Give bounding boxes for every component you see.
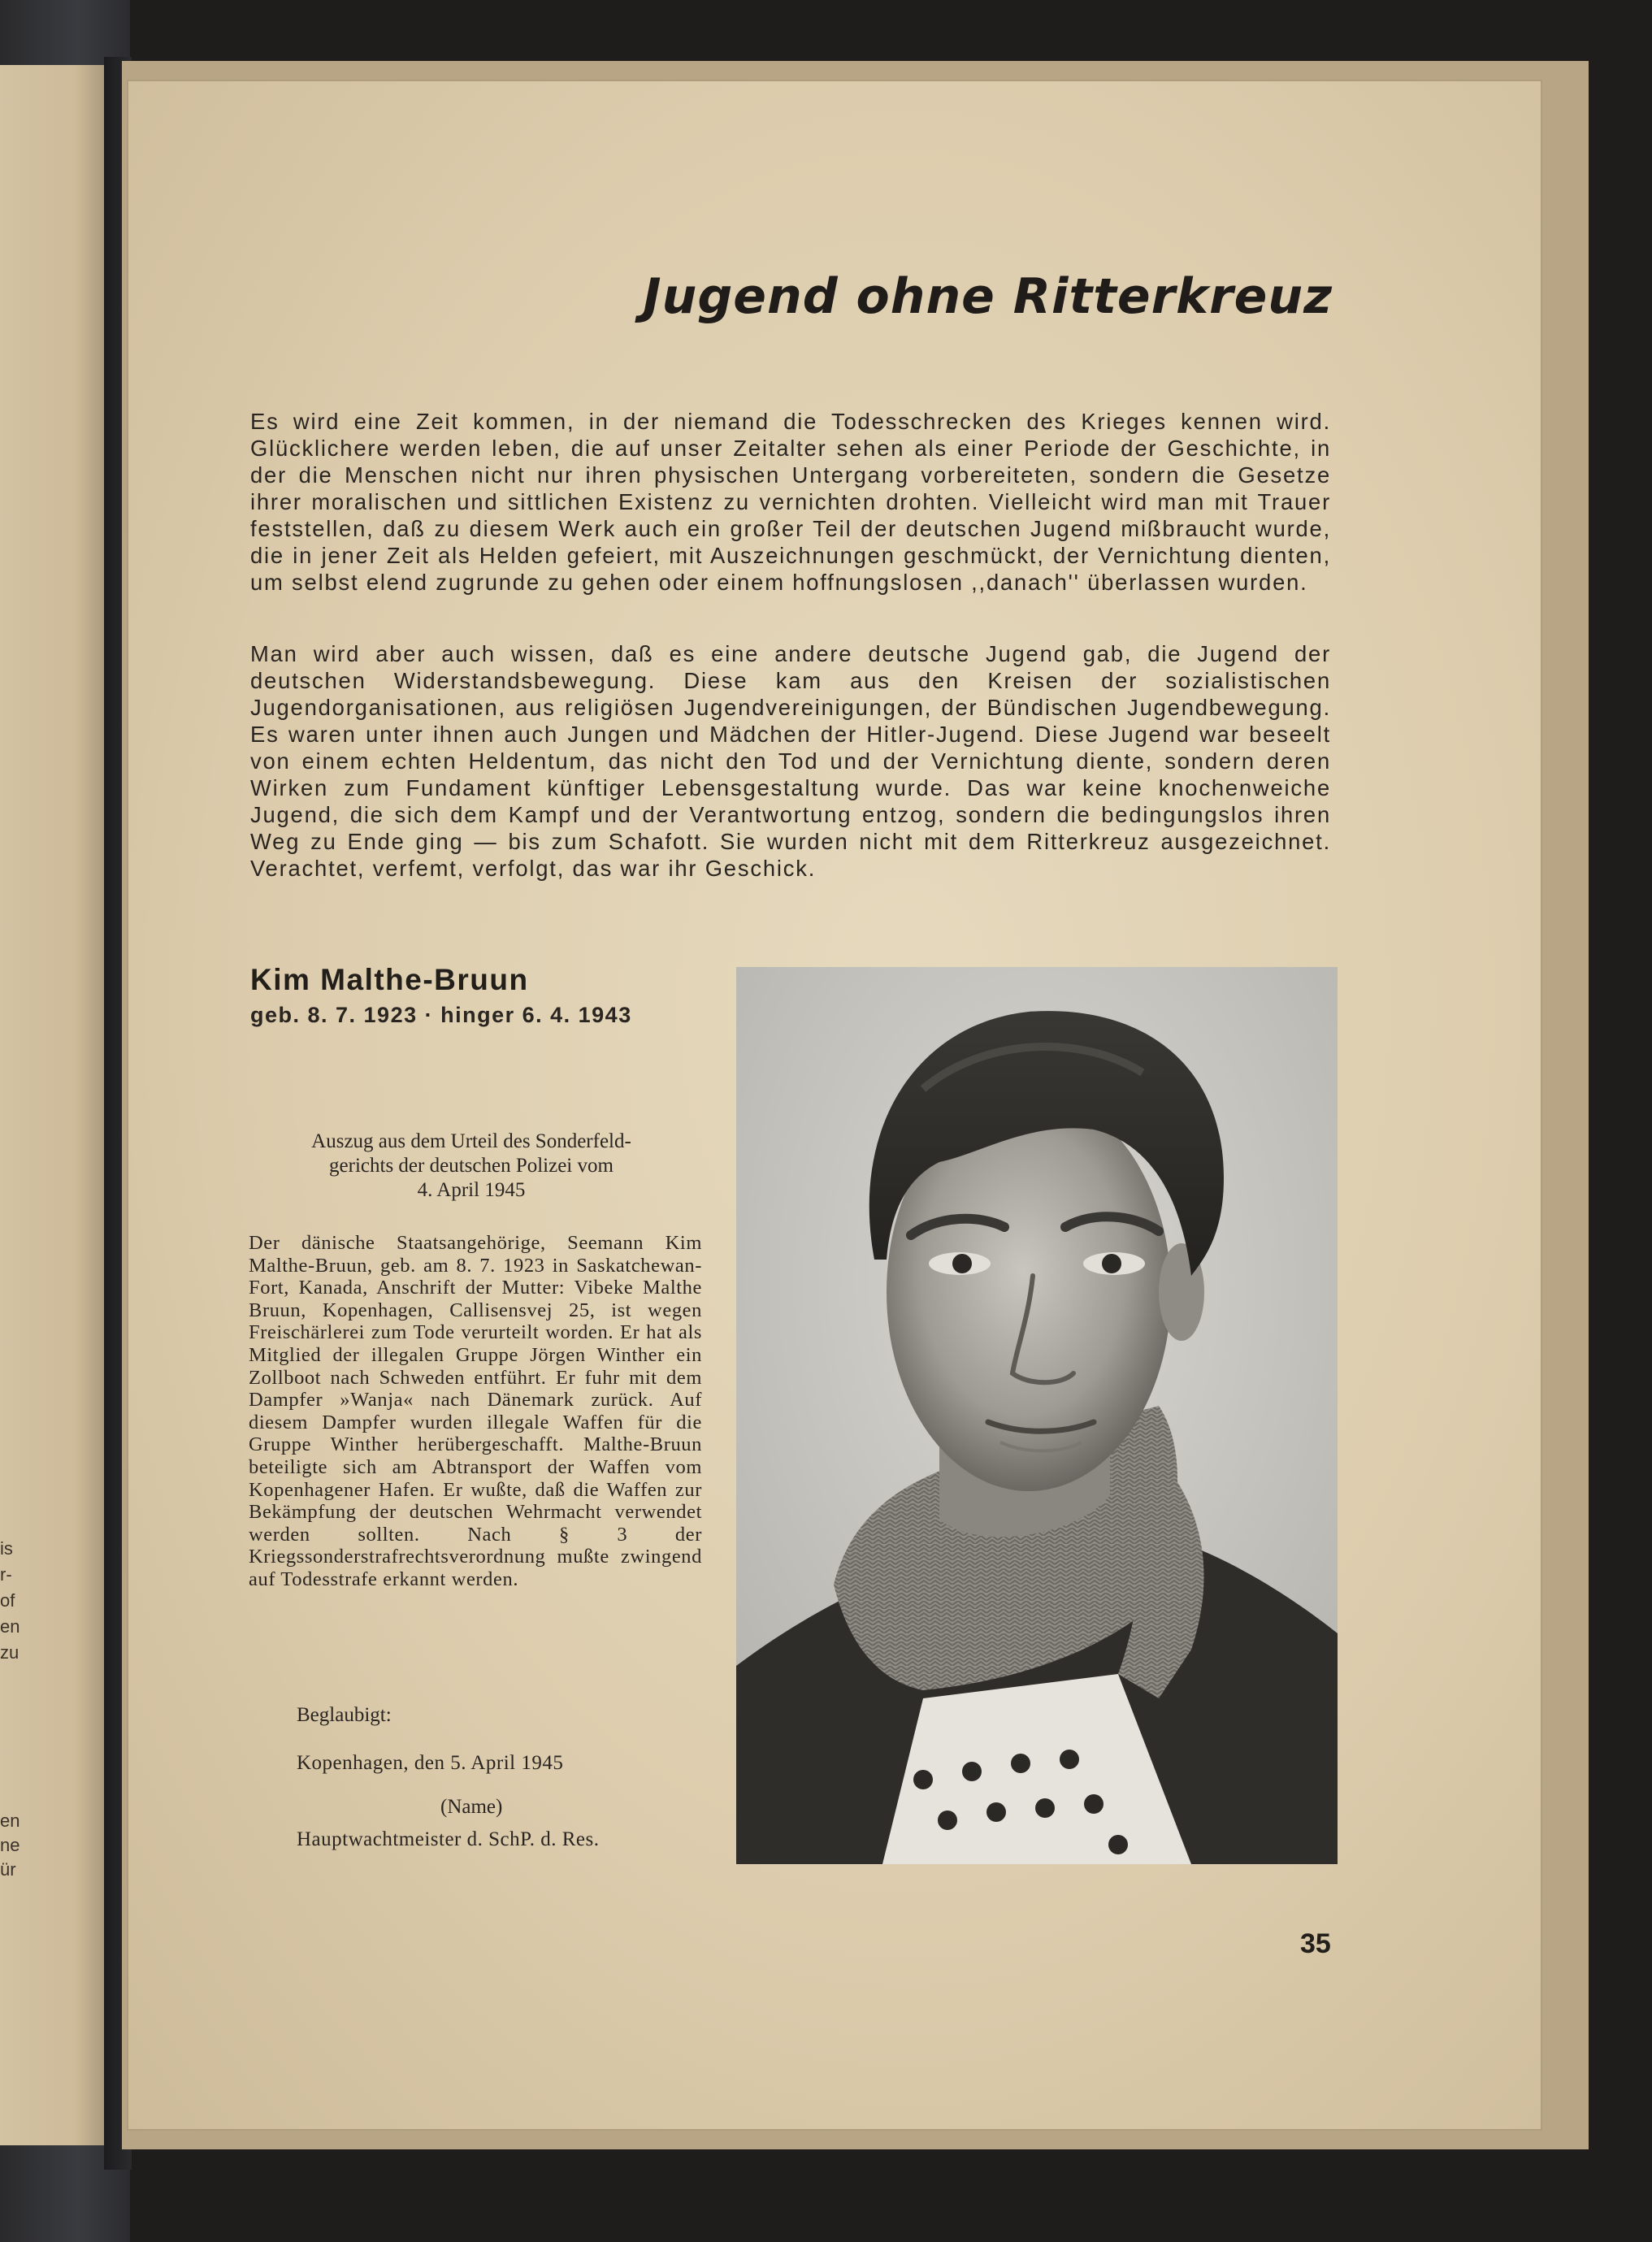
excerpt-heading-line: Auszug aus dem Urteil des Sonderfeld- [311,1130,631,1152]
place-date: Kopenhagen, den 5. April 1945 [297,1752,564,1774]
excerpt-heading-line: 4. April 1945 [417,1179,526,1201]
portrait-photo [736,967,1338,1864]
name-placeholder: (Name) [440,1796,503,1818]
portrait-image [736,967,1338,1864]
excerpt-heading [244,1130,699,1203]
certified-label: Beglaubigt: [297,1704,392,1726]
left-page-fragment: r- [0,1564,12,1585]
left-page-fragment: is [0,1538,13,1559]
page-title: Jugend ohne Ritterkreuz [643,268,1333,325]
left-page-fragment: zu [0,1642,20,1663]
person-dates: geb. 8. 7. 1923 · hinger 6. 4. 1943 [250,1003,632,1027]
excerpt-heading-line: gerichts der deutschen Polizei vom [329,1155,614,1177]
left-page-fragment: ür [0,1859,16,1880]
left-page-fragment: ne [0,1835,20,1855]
left-page-fragment: of [0,1590,15,1611]
intro-paragraph-2: Man wird aber auch wissen, daß es eine andere deutsche Jugend gab, die Jugend der deutschen Widerstandsbewegung. Diese kam aus den Kreisen der sozialistischen Jugendorganisationen, aus religiösen Jugendvereinigungen, der Bündischen Jugendbewegung. Es waren unter ihnen auch Jungen und Mädchen der Hitler-Jugend. Diese Jugend war beseelt von einem echten Heldentum, das nicht den Tod und der Vernichtung diente, sondern deren Wirken zum Fundament künftiger Lebensgestaltung wurde. Das war keine knochenweiche Jugend, die sich dem Kampf und der Verantwortung entzog, sondern die bedingungslos ihren Weg zu Ende ging — bis zum Schafott. Sie wurden nicht mit dem Ritterkreuz ausgezeichnet. Verachtet, verfemt, verfolgt, das war ihr Geschick. [250,641,1331,881]
officer-title: Hauptwachtmeister d. SchP. d. Res. [297,1828,600,1850]
verdict-text: Der dänische Staatsangehörige, Seemann Kim Malthe-Bruun, geb. am 8. 7. 1923 in Saskatchewan-Fort, Kanada, Anschrift der Mutter: Vibeke Malthe Bruun, Kopenhagen, Callisensvej 25, ist wegen Freischärlerei zum Tode verurteilt worden. Er hat als Mitglied der illegalen Gruppe Jörgen Winther ein Zollboot nach Schweden entführt. Er fuhr mit dem Dampfer »Wanja« nach Dänemark zurück. Auf diesem Dampfer wurden illegale Waffen für die Gruppe Winther herübergeschafft. Malthe-Bruun beteiligte sich am Abtransport der Waffen vom Kopenhagener Hafen. Er wußte, daß die Waffen zur Bekämpfung der deutschen Wehrmacht verwendet werden sollten. Nach § 3 der Kriegssonderstrafrechtsverordnung mußte zwingend auf Todesstrafe erkannt werden. [249,1232,702,1590]
left-page-fragment: en [0,1616,20,1637]
intro-paragraph-1: Es wird eine Zeit kommen, in der niemand die Todesschrecken des Krieges kennen wird. Glücklichere werden leben, die auf unser Zeitalter sehen als einer Periode der Geschichte, in der die Menschen nicht nur ihren physischen Untergang vorbereiteten, sondern die Gesetze ihrer moralischen und sittlichen Existenz zu vernichten drohten. Vielleicht wird man mit Trauer feststellen, daß zu diesem Werk auch ein großer Teil der deutschen Jugend mißbraucht wurde, die in jener Zeit als Helden gefeiert, mit Auszeichnungen geschmückt, der Vernichtung dienten, um selbst elend zugrunde zu gehen oder einem hoffnungslosen ,,danach'' überlassen wurden. [250,409,1331,595]
page-number: 35 [1300,1928,1331,1959]
left-page-fragment: en [0,1811,20,1831]
person-name: Kim Malthe-Bruun [250,963,529,996]
